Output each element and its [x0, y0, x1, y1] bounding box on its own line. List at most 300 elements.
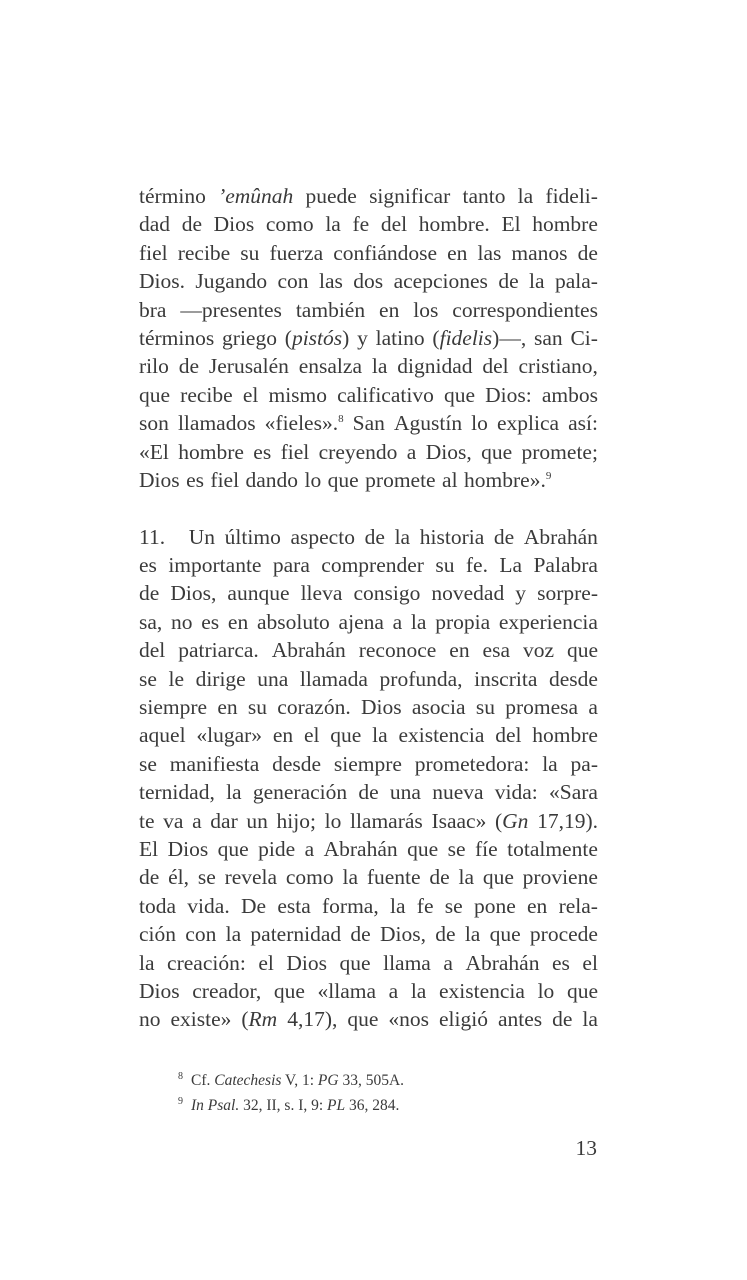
word: dad	[139, 212, 171, 237]
word: El	[139, 836, 159, 861]
footnote-number: 9	[178, 1096, 183, 1108]
word: último	[224, 524, 281, 549]
word: Dios	[139, 978, 180, 1003]
word: asocia	[411, 695, 466, 720]
word: Dios,	[425, 439, 472, 464]
word: del	[139, 638, 166, 663]
word: desde	[272, 751, 322, 776]
word: rela-	[558, 893, 598, 918]
word: ajena	[338, 609, 384, 634]
footnotes	[178, 1066, 598, 1116]
word: llama	[383, 950, 431, 975]
word: manifiesta	[169, 751, 260, 776]
word: la	[139, 950, 155, 975]
word: Abrahán	[271, 638, 346, 663]
word: de	[493, 524, 515, 549]
text-line	[139, 750, 598, 778]
word: de	[435, 922, 456, 947]
word: correspondientes	[452, 297, 598, 322]
word: de	[181, 212, 202, 237]
word: ternidad,	[139, 780, 215, 805]
word: latino	[375, 325, 425, 350]
word: fuerza	[269, 240, 324, 265]
word: manos	[511, 240, 568, 265]
word: la	[342, 865, 359, 890]
text-line	[139, 1005, 598, 1033]
word: fideli-	[545, 184, 598, 208]
word: se	[444, 893, 463, 918]
text-line	[139, 324, 598, 352]
word: prometedora:	[414, 751, 530, 776]
word: aquel	[139, 723, 186, 748]
word: sorpre-	[537, 581, 598, 606]
word: esta	[277, 893, 311, 918]
word: 17,19).	[537, 808, 598, 833]
word: 4,17),	[287, 1007, 338, 1032]
word: promete	[365, 467, 436, 492]
word: siempre	[139, 695, 208, 720]
word: la	[225, 922, 242, 947]
text-line	[139, 892, 598, 920]
word: a	[588, 695, 598, 720]
word: las	[318, 269, 343, 294]
word: una	[389, 780, 421, 805]
word: a	[388, 978, 399, 1003]
word: para	[272, 553, 310, 578]
word: pide	[258, 836, 296, 861]
word: novedad	[431, 581, 505, 606]
footnote-number: 8	[178, 1071, 183, 1082]
word: dar	[210, 808, 238, 833]
word: Dios,	[379, 922, 426, 947]
word: que	[566, 638, 598, 663]
word: dos	[353, 269, 384, 294]
word: ensalza	[298, 354, 362, 379]
word: la	[394, 524, 411, 549]
word: ambos	[541, 382, 598, 407]
word: hijo;	[276, 808, 316, 833]
word: Dios:	[485, 382, 532, 407]
paragraph-11	[139, 523, 598, 1034]
text-line	[139, 551, 598, 579]
word: hombre	[532, 212, 598, 237]
word: que	[443, 382, 476, 407]
word: calificativo	[337, 382, 434, 407]
word: que	[482, 865, 514, 890]
word: sa,	[139, 609, 163, 634]
word: en	[527, 893, 548, 918]
word: nueva	[432, 780, 484, 805]
word: —presentes	[180, 297, 282, 322]
word: fuente	[366, 865, 421, 890]
word: de	[350, 922, 371, 947]
word: Agustín	[394, 411, 463, 436]
word: de	[358, 780, 379, 805]
paragraph-number: 11.	[139, 524, 166, 549]
word: en	[449, 638, 470, 663]
text-line	[139, 409, 598, 437]
word: término	[139, 184, 206, 208]
word: del	[482, 354, 509, 379]
word: toda	[139, 893, 177, 918]
text-line	[139, 807, 598, 835]
word: que	[481, 439, 513, 464]
word: en	[227, 609, 249, 634]
word: revela	[224, 865, 278, 890]
word: es	[551, 950, 570, 975]
word: totalmente	[507, 836, 598, 861]
word: comprender	[321, 553, 424, 578]
word: procede	[529, 922, 598, 947]
word: un	[246, 808, 268, 833]
word: aunque	[227, 581, 290, 606]
word: Isaac»	[431, 808, 487, 833]
word: la	[458, 865, 474, 890]
word: Dios	[286, 950, 328, 975]
word: lo	[471, 411, 488, 436]
word: El	[501, 212, 521, 237]
word: es	[186, 467, 204, 492]
word: como	[285, 865, 334, 890]
word: Dios	[167, 836, 209, 861]
word: inscrita	[474, 666, 538, 691]
word: propia	[435, 609, 491, 634]
text-line	[139, 665, 598, 693]
word: Abrahán	[323, 836, 398, 861]
word: que	[566, 978, 598, 1003]
word: el	[258, 950, 274, 975]
word: explica	[496, 411, 560, 436]
word: promete;	[521, 439, 598, 464]
word: patriarca.	[178, 638, 259, 663]
footnote-text: In Psal. 32, II, s. I, 9: PL 36, 284.	[191, 1097, 400, 1115]
word: De	[240, 893, 267, 918]
text-line	[139, 523, 598, 551]
word: voz	[522, 638, 554, 663]
word: fe.	[465, 553, 488, 578]
word: Palabra	[533, 553, 598, 578]
word: su	[435, 553, 455, 578]
word: desde	[548, 666, 598, 691]
word: la	[582, 1007, 598, 1032]
text-line	[139, 693, 598, 721]
word: Abrahán	[523, 524, 598, 549]
word: creador,	[192, 978, 262, 1003]
word: historia	[419, 524, 485, 549]
word: lleva	[300, 581, 343, 606]
word: que	[347, 1007, 379, 1032]
body-text	[139, 182, 598, 1034]
word: se	[197, 865, 216, 890]
word: que	[489, 922, 521, 947]
word: paternidad	[250, 922, 342, 947]
word: existencia	[438, 978, 525, 1003]
word: vida.	[187, 893, 230, 918]
word: lo	[537, 978, 555, 1003]
footnote-9	[178, 1091, 598, 1116]
word: el	[582, 950, 598, 975]
word: fíe	[474, 836, 498, 861]
word: «llama	[317, 978, 377, 1003]
text-line	[139, 579, 598, 607]
word: al	[442, 467, 458, 492]
word: consigo	[353, 581, 421, 606]
word: la	[372, 723, 388, 748]
word: llamarás	[349, 808, 423, 833]
word: así:	[568, 411, 598, 436]
word: es	[139, 553, 157, 578]
text-line	[139, 721, 598, 749]
word: ción	[139, 922, 177, 947]
word: a	[192, 808, 202, 833]
text-line	[139, 352, 598, 380]
word: llamada	[299, 666, 368, 691]
word: de	[364, 524, 385, 549]
word: acepciones	[393, 269, 488, 294]
word: significar	[369, 184, 451, 208]
word: (Gn	[494, 808, 529, 833]
word: tanto	[462, 184, 506, 208]
word: llamados	[177, 411, 256, 436]
word: Jerusalén	[208, 354, 289, 379]
word: mismo	[268, 382, 328, 407]
word: «Sara	[549, 780, 598, 805]
word: que	[217, 836, 249, 861]
word: fe	[352, 212, 370, 237]
word: generación	[252, 780, 348, 805]
word: (Rm	[241, 1007, 278, 1032]
word: profunda,	[379, 666, 463, 691]
paragraph-continuation	[139, 182, 598, 494]
word: le	[168, 666, 185, 691]
footnote-ref-9: 9	[545, 469, 552, 482]
word: los	[413, 297, 439, 322]
word: la	[226, 780, 242, 805]
word: lo	[304, 467, 322, 492]
word: hombre.	[418, 212, 490, 237]
word: de	[577, 240, 598, 265]
text-line	[139, 210, 598, 238]
word: con	[277, 269, 309, 294]
word: Dios	[139, 467, 180, 492]
word: en	[379, 297, 400, 322]
word: la	[325, 212, 341, 237]
word: Un	[188, 524, 216, 549]
word: absoluto	[256, 609, 330, 634]
word: reconoce	[358, 638, 437, 663]
word: Dios,	[170, 581, 217, 606]
text-line	[139, 466, 598, 494]
word: la	[410, 609, 427, 634]
word: dignidad	[397, 354, 473, 379]
word: es	[201, 609, 220, 634]
text-line	[139, 182, 598, 210]
text-line	[139, 977, 598, 1005]
text-line	[139, 381, 598, 409]
word: importante	[168, 553, 262, 578]
word: su	[240, 240, 260, 265]
word: puede	[305, 184, 357, 208]
word: la	[529, 269, 545, 294]
footnote-text: Cf. Catechesis V, 1: PG 33, 505A.	[191, 1072, 405, 1090]
word: su	[247, 695, 268, 720]
word: con	[185, 922, 217, 947]
word: de	[178, 354, 200, 379]
word: existencia	[398, 723, 485, 748]
word: y	[515, 581, 527, 606]
word: rilo	[139, 354, 169, 379]
word: «nos	[388, 1007, 430, 1032]
word: pa-	[570, 751, 598, 776]
word: Dios	[213, 212, 255, 237]
word: recibe	[180, 382, 233, 407]
text-line	[139, 296, 598, 324]
text-line	[139, 778, 598, 806]
word: la	[464, 922, 481, 947]
word: en	[217, 695, 238, 720]
word: ’emûnah	[218, 184, 294, 208]
word: Ci-	[570, 325, 598, 350]
word: va	[163, 808, 184, 833]
text-line	[139, 267, 598, 295]
word: San	[352, 411, 385, 436]
word: dando	[245, 467, 299, 492]
word: de	[139, 581, 160, 606]
word: lo	[324, 808, 342, 833]
word: fiel	[280, 439, 310, 464]
word: Abrahán	[465, 950, 540, 975]
word: la	[390, 893, 406, 918]
word: eligió	[439, 1007, 488, 1032]
word: de	[552, 1007, 573, 1032]
word: bra	[139, 297, 167, 322]
word: son	[139, 411, 169, 436]
text-line	[139, 636, 598, 664]
word: te	[139, 808, 155, 833]
word: promesa	[505, 695, 579, 720]
word: fiel	[139, 240, 168, 265]
word: a	[443, 950, 453, 975]
word: forma,	[322, 893, 379, 918]
word: es	[253, 439, 272, 464]
word: se	[139, 666, 157, 691]
word: el	[242, 382, 259, 407]
word: no	[139, 1007, 161, 1032]
word: su	[475, 695, 495, 720]
word: él,	[168, 865, 190, 890]
word: de	[498, 269, 519, 294]
text-line	[139, 438, 598, 466]
word: (fidelis)—,	[432, 325, 527, 350]
word: no	[171, 609, 193, 634]
word: aspecto	[290, 524, 355, 549]
word: también	[295, 297, 366, 322]
word: el	[303, 723, 320, 748]
word: pone	[473, 893, 516, 918]
word: del	[380, 212, 408, 237]
word: griego	[222, 325, 277, 350]
word: que	[339, 950, 371, 975]
word: experiencia	[498, 609, 598, 634]
word: «El	[139, 439, 169, 464]
word: pala-	[555, 269, 598, 294]
word: Dios	[360, 695, 402, 720]
text-line	[139, 863, 598, 891]
word: (pistós)	[284, 325, 350, 350]
word: Dios.	[139, 269, 185, 294]
word: se	[447, 836, 466, 861]
footnote-ref-8: 8	[338, 412, 344, 425]
word: la	[371, 354, 388, 379]
text-line	[139, 239, 598, 267]
word: de	[139, 865, 160, 890]
word: corazón.	[277, 695, 351, 720]
word: fiel	[210, 467, 240, 492]
word: cristiano,	[518, 354, 598, 379]
word: en	[272, 723, 294, 748]
text-line	[139, 608, 598, 636]
word: como	[265, 212, 314, 237]
word: recibe	[177, 240, 231, 265]
word: hombre».$^9$	[464, 467, 552, 492]
word: de	[429, 865, 450, 890]
word: confiándose	[333, 240, 438, 265]
word: La	[499, 553, 523, 578]
footnote-8	[178, 1066, 598, 1091]
text-line	[139, 949, 598, 977]
word: a	[406, 439, 417, 464]
word: que	[407, 836, 439, 861]
word: y	[357, 325, 368, 350]
word: del	[495, 723, 522, 748]
word: que	[273, 978, 305, 1003]
word: vida:	[494, 780, 538, 805]
word: en	[447, 240, 468, 265]
word: esa	[482, 638, 510, 663]
word: «fieles».$^8$	[264, 411, 344, 436]
word: la	[410, 978, 427, 1003]
word: siempre	[333, 751, 402, 776]
word: antes	[497, 1007, 543, 1032]
page-number: 13	[575, 1136, 597, 1160]
word: proviene	[522, 865, 598, 890]
word: que	[327, 467, 359, 492]
word: se	[139, 751, 157, 776]
word: a	[304, 836, 315, 861]
word: fe	[416, 893, 434, 918]
text-line	[139, 920, 598, 948]
word: creyendo	[318, 439, 398, 464]
text-line	[139, 835, 598, 863]
word: las	[477, 240, 502, 265]
word: hombre	[178, 439, 244, 464]
word: creación:	[167, 950, 246, 975]
word: san	[534, 325, 563, 350]
word: hombre	[532, 723, 598, 748]
word: «lugar»	[196, 723, 263, 748]
word: la	[542, 751, 558, 776]
word: la	[517, 184, 534, 208]
word: dirige	[195, 666, 246, 691]
word: Jugando	[195, 269, 268, 294]
word: que	[330, 723, 362, 748]
word: a	[392, 609, 403, 634]
word: una	[257, 666, 289, 691]
paragraph-gap	[139, 494, 598, 522]
word: que	[139, 382, 171, 407]
word: términos	[139, 325, 215, 350]
word: existe»	[170, 1007, 232, 1032]
